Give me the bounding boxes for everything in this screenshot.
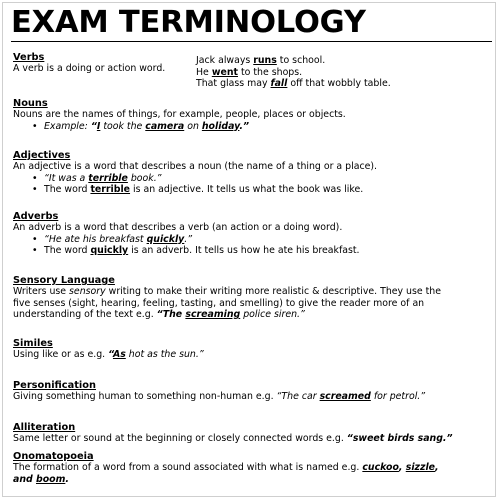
similes-definition (13, 349, 493, 361)
text: police siren.” (240, 309, 305, 321)
text: “sweet birds sang.” (346, 433, 453, 444)
sensory-line-2: five senses (sight, hearing, feeling, tasting, and smelling) to give the reader more of an (13, 297, 425, 309)
section-personification (13, 380, 493, 403)
text: to the shops. (238, 66, 303, 78)
verbs-example-2 (196, 67, 391, 79)
personification-heading: Personification (13, 380, 96, 391)
keyword: runs (253, 55, 277, 66)
text: “It was a (44, 172, 89, 184)
text: writing to make their writing more realistic & descriptive. They use the (105, 286, 442, 297)
text: Writers use (13, 286, 70, 297)
verbs-example-1 (196, 55, 391, 67)
keyword: holiday (201, 120, 240, 132)
text: off that wobbly table. (287, 78, 391, 90)
keyword: I (96, 120, 101, 132)
nouns-heading: Nouns (13, 98, 48, 109)
verbs-example-3 (196, 78, 391, 90)
section-sensory-language (13, 275, 493, 321)
text: sensory (69, 286, 106, 297)
nouns-definition: Nouns are the names of things, for example, people, places or objects. (13, 109, 346, 120)
keyword: terrible (88, 172, 128, 184)
keyword: boom (35, 473, 66, 485)
keyword: terrible (90, 184, 131, 196)
keyword: screaming (185, 309, 241, 321)
text: “The (156, 309, 186, 321)
text: “He ate his breakfast (44, 233, 147, 245)
section-onomatopoeia (13, 451, 493, 485)
sensory-line-3 (13, 309, 493, 321)
text: Example: (44, 120, 91, 132)
text: is an adjective. It tells us what the book was like. (130, 184, 364, 196)
similes-heading: Similes (13, 338, 53, 349)
title-underline (11, 41, 492, 42)
section-alliteration (13, 422, 493, 445)
text: for petrol.” (370, 391, 426, 402)
adverbs-definition: An adverb is a word that describes a verb (an action or a doing word). (13, 222, 343, 233)
text: . (65, 473, 69, 485)
keyword: camera (145, 120, 185, 132)
adjectives-heading: Adjectives (13, 150, 71, 161)
text: The word (44, 245, 91, 257)
alliteration-definition (13, 433, 493, 445)
text: Giving something human to something non-human e.g. (13, 391, 277, 402)
alliteration-heading: Alliteration (13, 422, 76, 433)
adverbs-bullet-2: • The word quickly is an adverb. It tells us how he ate his breakfast. (32, 245, 360, 257)
text: and (13, 473, 36, 485)
text: “ (90, 120, 97, 132)
keyword: cuckoo (362, 462, 399, 473)
text: to school. (276, 55, 326, 66)
onomatopoeia-heading: Onomatopoeia (13, 451, 94, 462)
section-nouns (13, 98, 493, 132)
text: on (184, 120, 202, 132)
page-title: EXAM TERMINOLOGY (11, 5, 366, 40)
personification-definition (13, 391, 493, 403)
adverbs-bullet-1: • “He ate his breakfast quickly.” (32, 233, 193, 245)
text: That glass may (196, 78, 271, 90)
text: The formation of a word from a sound associated with what is named e.g. (13, 462, 363, 473)
text: The word (44, 184, 91, 196)
text: He (196, 66, 212, 78)
text: Using like or as e.g. (13, 349, 109, 360)
adjectives-definition: An adjective is a word that describes a noun (the name of a thing or a place). (13, 161, 378, 172)
section-adjectives (13, 150, 493, 196)
verbs-heading: Verbs (13, 52, 45, 63)
section-adverbs (13, 211, 493, 257)
text: took the (100, 120, 146, 132)
onomatopoeia-line-1 (13, 462, 493, 474)
keyword: screamed (319, 391, 371, 402)
verbs-definition: A verb is a doing or action word. (13, 63, 166, 74)
text: .” (239, 120, 250, 132)
text: “The car (276, 391, 320, 402)
text: .” (184, 233, 193, 245)
verbs-examples (196, 55, 391, 90)
keyword: went (211, 66, 238, 78)
text: Jack always (196, 55, 254, 66)
keyword: sizzle (405, 462, 436, 473)
text: understanding of the text e.g. (13, 309, 157, 321)
text: book.” (127, 172, 162, 184)
text: , (398, 462, 406, 473)
text: “ (108, 349, 113, 360)
text: hot as the sun.” (125, 349, 204, 360)
adverbs-heading: Adverbs (13, 211, 59, 222)
onomatopoeia-line-2 (13, 474, 493, 486)
sensory-heading: Sensory Language (13, 275, 115, 286)
text: is an adverb. It tells us how he ate his breakfast. (128, 245, 360, 257)
keyword: quickly (146, 233, 185, 245)
adjectives-bullet-2: • The word terrible is an adjective. It tells us what the book was like. (32, 184, 364, 196)
text: Same letter or sound at the beginning or closely connected words e.g. (13, 433, 347, 444)
section-similes (13, 338, 493, 361)
adjectives-bullet-1: • “It was a terrible book.” (32, 172, 162, 184)
nouns-bullet: • Example: “I took the camera on holiday.” (32, 120, 250, 132)
sensory-line-1 (13, 286, 493, 298)
keyword: quickly (90, 245, 129, 257)
text: , (435, 462, 439, 473)
keyword: As (112, 349, 126, 360)
keyword: fall (270, 78, 288, 90)
